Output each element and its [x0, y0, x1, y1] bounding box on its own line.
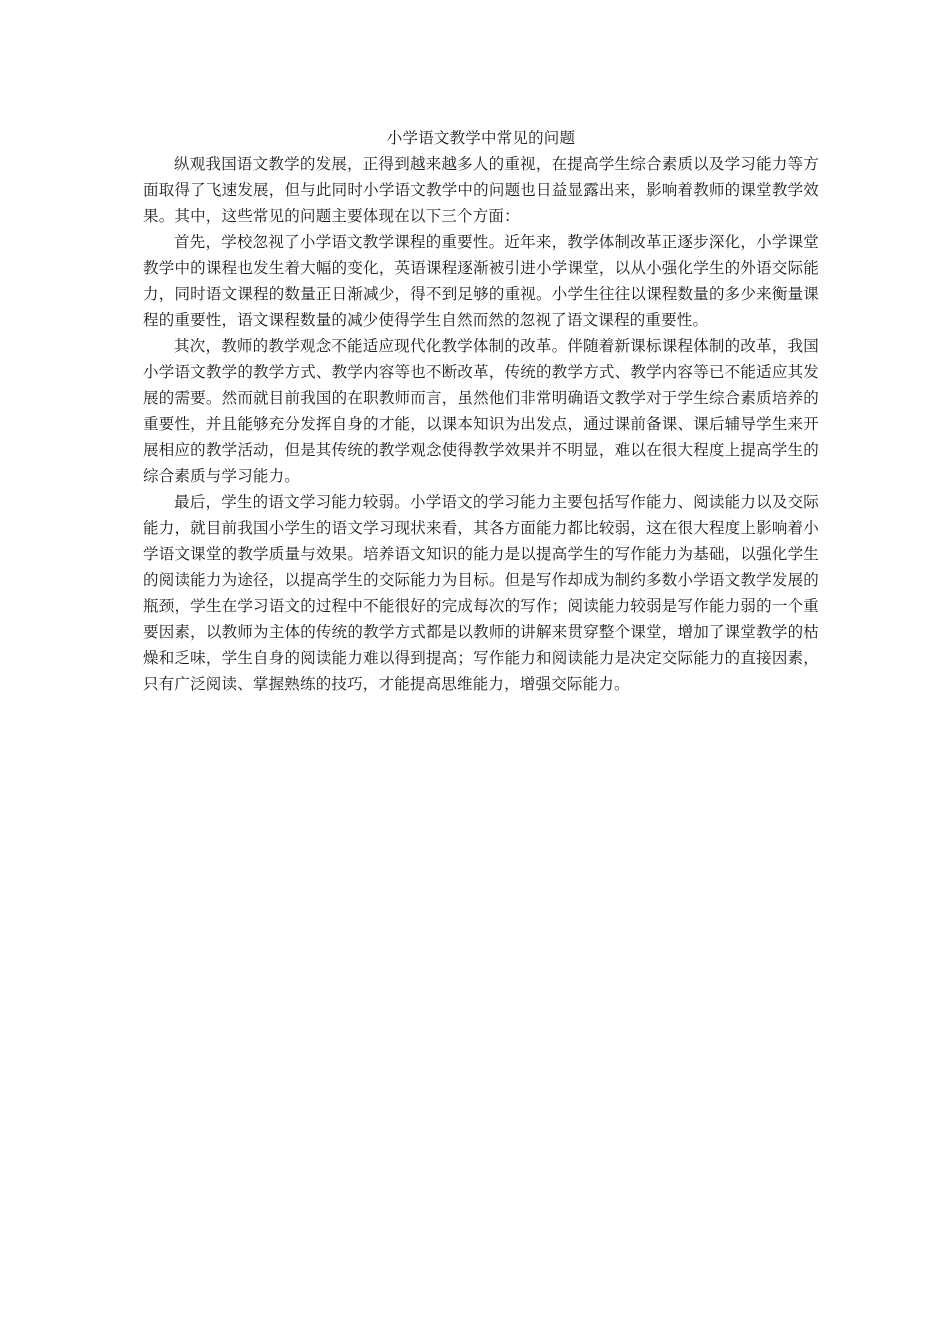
document-body — [143, 125, 819, 697]
paragraph-intro: 纵观我国语文教学的发展，正得到越来越多人的重视，在提高学生综合素质以及学习能力等方面取得了飞速发展，但与此同时小学语文教学中的问题也日益显露出来，影响着教师的课堂教学效果。其中，这些常见的问题主要体现在以下三个方面： — [143, 155, 819, 225]
paragraph-first-point: 首先，学校忽视了小学语文教学课程的重要性。近年来，教学体制改革正逐步深化，小学课堂教学中的课程也发生着大幅的变化，英语课程逐渐被引进小学课堂，以从小强化学生的外语交际能力，同时语文课程的数量正日渐减少，得不到足够的重视。小学生往往以课程数量的多少来衡量课程的重要性，语文课程数量的减少使得学生自然而然的忽视了语文课程的重要性。 — [143, 233, 819, 329]
paragraph-third-point: 最后，学生的语文学习能力较弱。小学语文的学习能力主要包括写作能力、阅读能力以及交际能力，就目前我国小学生的语文学习现状来看，其各方面能力都比较弱，这在很大程度上影响着小学语文课堂的教学质量与效果。培养语文知识的能力是以提高学生的写作能力为基础，以强化学生的阅读能力为途径，以提高学生的交际能力为目标。但是写作却成为制约多数小学语文教学发展的瓶颈，学生在学习语文的过程中不能很好的完成每次的写作；阅读能力较弱是写作能力弱的一个重要因素，以教师为主体的传统的教学方式都是以教师的讲解来贯穿整个课堂，增加了课堂教学的枯燥和乏味，学生自身的阅读能力难以得到提高；写作能力和阅读能力是决定交际能力的直接因素，只有广泛阅读、掌握熟练的技巧，才能提高思维能力，增强交际能力。 — [143, 493, 819, 693]
paragraph-second-point: 其次，教师的教学观念不能适应现代化教学体制的改革。伴随着新课标课程体制的改革，我国小学语文教学的教学方式、教学内容等也不断改革，传统的教学方式、教学内容等已不能适应其发展的需要。然而就目前我国的在职教师而言，虽然他们非常明确语文教学对于学生综合素质培养的重要性，并且能够充分发挥自身的才能，以课本知识为出发点，通过课前备课、课后辅导学生来开展相应的教学活动，但是其传统的教学观念使得教学效果并不明显，难以在很大程度上提高学生的综合素质与学习能力。 — [143, 337, 819, 485]
document-title: 小学语文教学中常见的问题 — [386, 129, 576, 147]
